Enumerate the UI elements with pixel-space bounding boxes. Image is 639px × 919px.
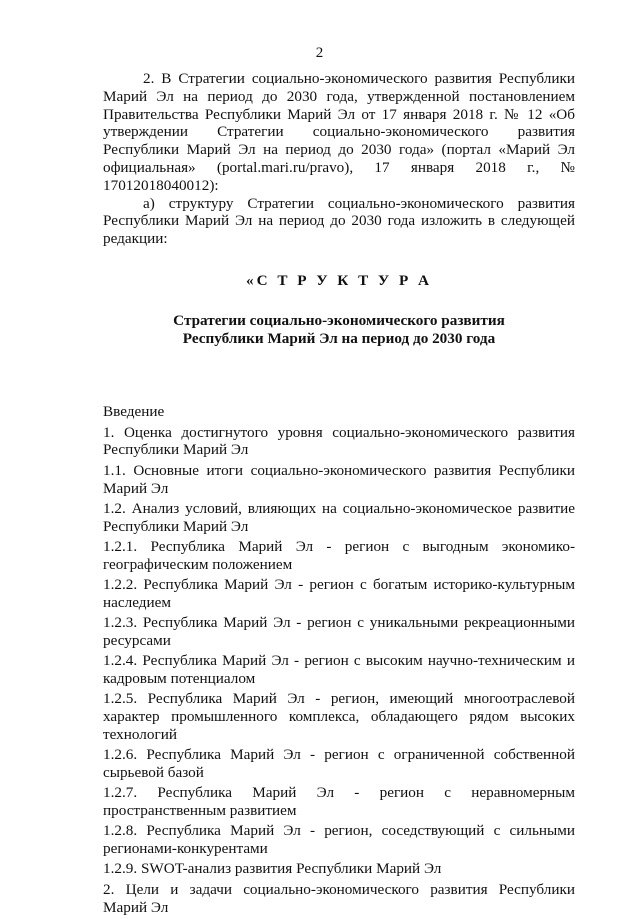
toc-item: 1.2.7. Республика Марий Эл - регион с неравномерным пространственным развитием: [103, 784, 575, 820]
toc-item: 1.2.5. Республика Марий Эл - регион, имеющий многоотраслевой характер промышленного комплекса, обладающего рядом высоких технологий: [103, 690, 575, 743]
structure-subtitle-line1: Стратегии социально-экономического развития: [173, 311, 505, 329]
structure-title: «С Т Р У К Т У Р А: [245, 271, 433, 289]
toc-item: 1.2.8. Республика Марий Эл - регион, соседствующий с сильными регионами-конкурентами: [103, 822, 575, 858]
toc-item: 1.2.2. Республика Марий Эл - регион с богатым историко-культурным наследием: [103, 576, 575, 611]
toc-item: 1.2.9. SWOT-анализ развития Республики Марий Эл: [103, 860, 442, 878]
toc-item: 2. Цели и задачи социально-экономического развития Республики Марий Эл: [103, 880, 575, 916]
toc-item: 1. Оценка достигнутого уровня социально-экономического развития Республики Марий Эл: [103, 423, 575, 459]
toc-item: 1.2.1. Республика Марий Эл - регион с выгодным экономико-географическим положением: [103, 537, 575, 573]
document-body: [103, 70, 575, 919]
sub-paragraph: а) структуру Стратегии социально-экономического развития Республики Марий Эл на период до 2030 года изложить в следующей редакции:: [103, 194, 575, 248]
toc-item: 1.2.4. Республика Марий Эл - регион с высоким научно-техническим и кадровым потенциалом: [103, 652, 575, 688]
table-of-contents: [103, 403, 575, 916]
toc-item: 1.2.6. Республика Марий Эл - регион с ограниченной собственной сырьевой базой: [103, 746, 575, 781]
toc-item: 1.2.3. Республика Марий Эл - регион с уникальными рекреационными ресурсами: [103, 614, 575, 649]
toc-item: 1.1. Основные итоги социально-экономического развития Республики Марий Эл: [103, 461, 575, 497]
structure-subtitle: [103, 312, 575, 348]
toc-item: Введение: [103, 403, 165, 421]
structure-subtitle-line2: Республики Марий Эл на период до 2030 года: [182, 329, 496, 347]
toc-item: 1.2. Анализ условий, влияющих на социально-экономическое развитие Республики Марий Эл: [103, 499, 575, 535]
intro-paragraph: 2. В Стратегии социально-экономического развития Республики Марий Эл на период до 2030 года, утвержденной постановлением Правительства Республики Марий Эл от 17 января 2018 г. № 12 «Об утверждении Стратегии социально-экономического развития Республики Марий Эл на период до 2030 года» (портал «Марий Эл официальная» (portal.mari.ru/pravo), 17 января 2018 г., № 17012018040012):: [103, 70, 575, 194]
page-number: 2: [315, 45, 324, 61]
